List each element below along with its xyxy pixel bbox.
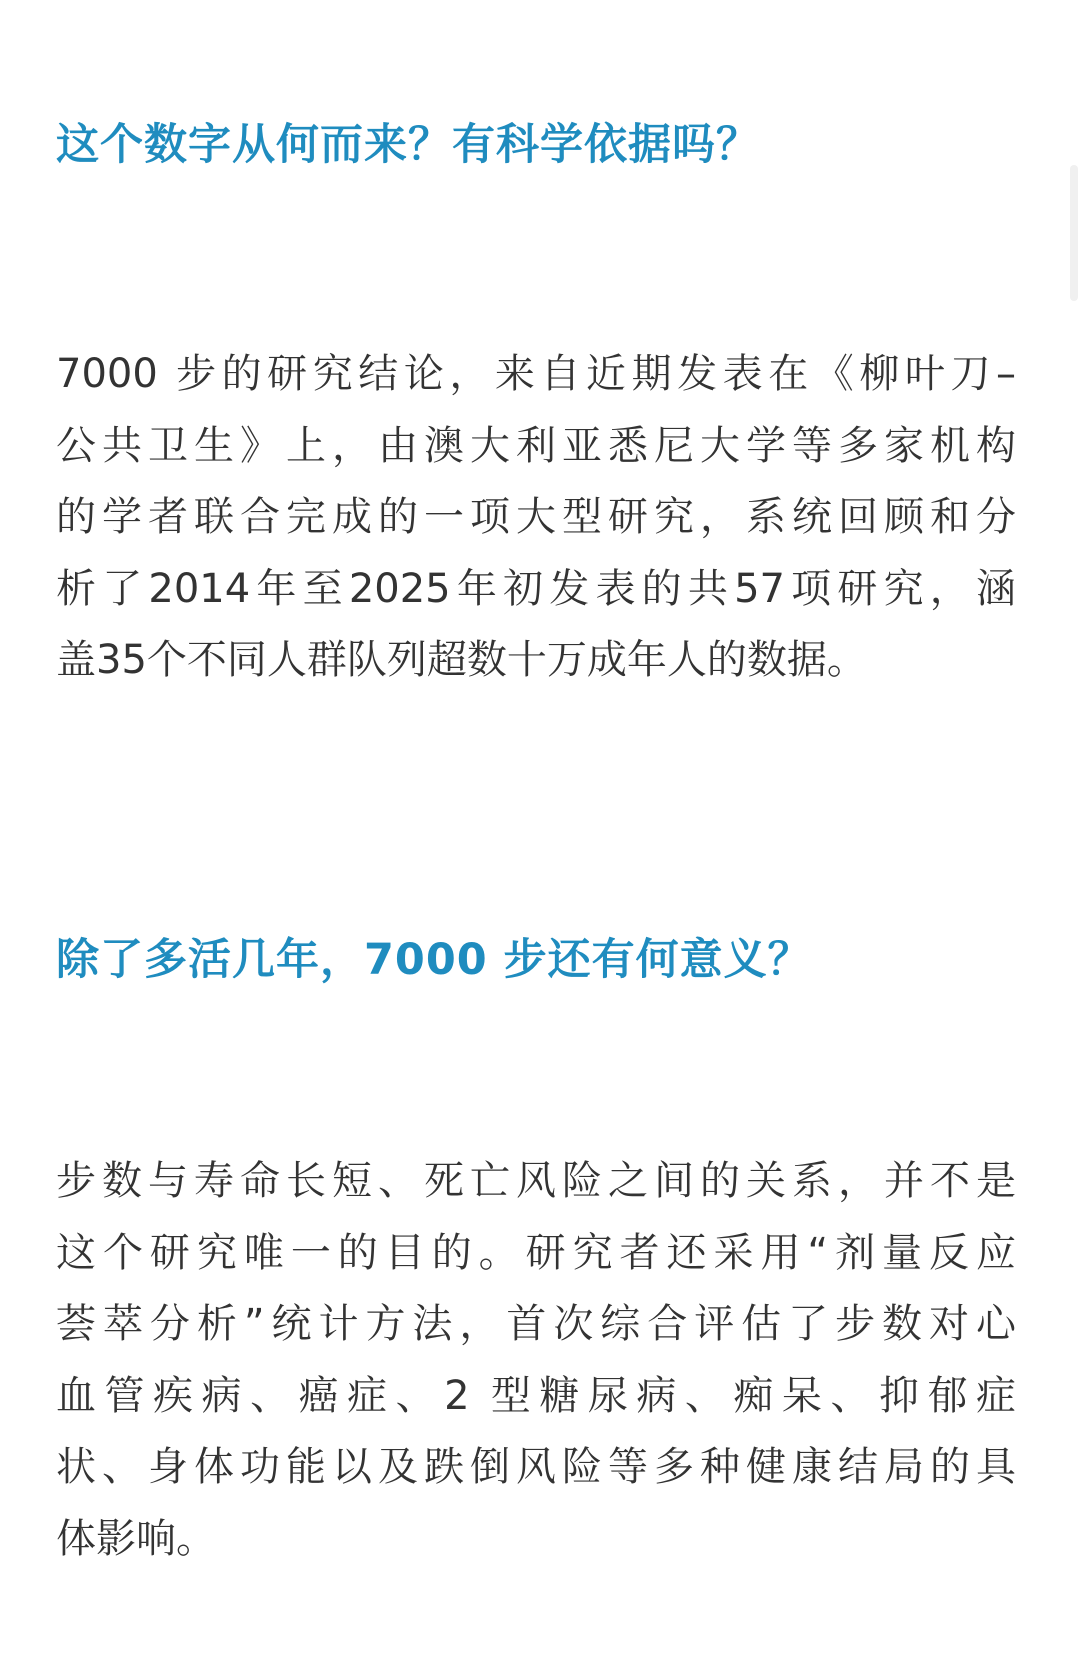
paragraph-line: 体影响。: [56, 1515, 216, 1562]
section-heading-meaning: 除了多活几年，7000 步还有何意义？: [56, 935, 812, 985]
paragraph-line: 荟萃分析”统计方法，首次综合评估了步数对心: [56, 1301, 1016, 1347]
paragraph-line: 公共卫生》上，由澳大利亚悉尼大学等多家机构: [56, 422, 1016, 469]
section-paragraph-source: [56, 339, 1016, 697]
paragraph-line: 状、身体功能以及跌倒风险等多种健康结局的具: [56, 1444, 1016, 1490]
section-paragraph-meaning: [56, 1146, 1016, 1575]
section-heading-source: 这个数字从何而来？有科学依据吗？: [56, 120, 760, 170]
paragraph-line: 盖35个不同人群队列超数十万成年人的数据。: [56, 637, 867, 683]
paragraph-line: 这个研究唯一的目的。研究者还采用“剂量反应: [56, 1229, 1016, 1276]
paragraph-line: 7000 步的研究结论，来自近期发表在《柳叶刀–: [56, 351, 1016, 397]
paragraph-line: 的学者联合完成的一项大型研究，系统回顾和分: [56, 494, 1016, 540]
scrollbar-thumb[interactable]: [1070, 165, 1078, 301]
paragraph-line: 步数与寿命长短、死亡风险之间的关系，并不是: [56, 1158, 1016, 1204]
paragraph-line: 析了2014年至2025年初发表的共57项研究，涵: [56, 565, 1016, 612]
paragraph-line: 血管疾病、癌症、2 型糖尿病、痴呆、抑郁症: [56, 1372, 1016, 1419]
